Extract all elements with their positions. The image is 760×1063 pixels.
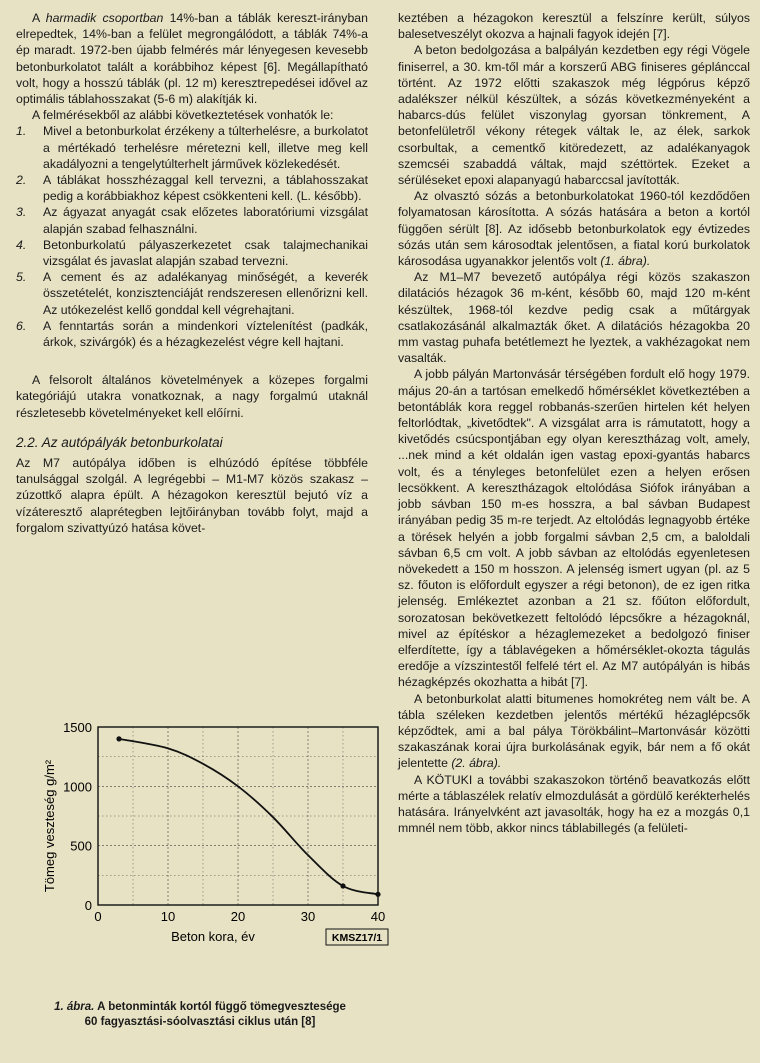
paragraph: A betonburkolat alatti bitumenes homokréteg nem vált be. A tábla széleken kezdetben jelentős mértékű hézaglépcsők képződtek, ami a bal pálya Törökbálint–Martonvásár közötti szakaszának korai újra burkolásának egyik, bár nem a fő okát jelentette (2. ábra). — [398, 691, 750, 771]
data-point — [375, 892, 380, 897]
y-tick-label: 1000 — [63, 779, 92, 795]
x-tick-label: 40 — [370, 909, 386, 924]
chart-svg — [36, 715, 396, 965]
figure-number: 1. ábra. — [54, 1001, 95, 1013]
paragraph: A beton bedolgozása a balpályán kezdetben egy régi Vögele finiserrel, a 30. km-től már a korszerű ABG finiseres géplánccal történt. Az 1972 előtti szakaszok még légpórus képző adalékszer nélkül készültek, a sózás következményeként a habarcs-dús felület viszonylag gyorsan tönkrement, A betonfelületről vékony rétegek váltak le, az élek, sarkok csorbultak, a cementkő kitöredezett, az adalékanyagok szemcséi szabaddá váltak, majd széttörtek. Ezeket a sérüléseket epoxi alapanyagú habarccsal javították. — [398, 43, 750, 188]
y-tick-label: 0 — [84, 898, 92, 913]
x-tick-label: 30 — [300, 909, 316, 924]
y-tick-label: 1500 — [63, 720, 92, 735]
left-column — [16, 10, 368, 536]
paragraph: A felsorolt általános követelmények a közepes forgalmi kategóriájú utakra vonatkoznak, a nagy forgalmú utaknál részletesebb követelményeket kell előírni. — [16, 373, 368, 420]
list-item: 2. A táblákat hosszhézaggal kell tervezni, a táblahosszakat pedig a korábbiakhoz képest csökkenteni kell. (L. később). — [16, 173, 368, 204]
chart — [36, 715, 396, 965]
list-item: 3. Az ágyazat anyagát csak előzetes laboratóriumi vizsgálat alapján szabad felhasználni. — [16, 205, 368, 236]
section-heading: 2.2. Az autópályák betonburkolatai — [16, 434, 223, 450]
y-tick-label: 500 — [70, 838, 92, 854]
list-item: 6. A fenntartás során a mindenkori víztelenítést (padkák, árkok, szivárgók) és a hézagkezelést végre kell hajtani. — [16, 318, 368, 350]
x-tick-label: 10 — [160, 909, 176, 924]
chart-grid — [98, 727, 378, 905]
paragraph: A harmadik csoportban 14%-ban a táblák kereszt-irányban elrepedtek, 14%-ban a felület megrongálódott, a táblák 74%-a ép maradt. 1972-ben újabb felmérés már lényegesen kevesebb betonburkolatot talált a korábbihoz képest [6]. Megállapítható volt, hogy a hosszú táblák (pl. 12 m) keresztrepedései idővel az optimális táblahosszakat (5-6 m) alakítják ki. — [16, 11, 368, 107]
paragraph: Az olvasztó sózás a betonburkolatokat 1960-tól kezdődően folyamatosan károsította. A sózás hatására a beton a kortól függően sérült [8]. Az idősebb betonburkolatok egy évtizedes sózás után sem károsodtak jelentősen, a fiatal korú burkolatok károsodása ugyanakkor jelentős volt (1. ábra). — [398, 189, 750, 269]
data-point — [116, 736, 121, 741]
chart-markers — [116, 736, 380, 897]
figure-caption: 1. ábra. A betonminták kortól függő tömegvesztesége 60 fagyasztási-sóolvasztási ciklus után [8] — [54, 1001, 346, 1028]
paragraph: Az M7 autópálya időben is elhúzódó építése többféle tanulsággal szolgál. A legrégebbi – M1-M7 közös szakasz – zúzottkő alapra épült. A hézagokon keresztül bejutó víz a vízáteresztő alaprétegben lejtőirányban tovább folyt, majd a forgalom szivattyúzó hatása követ- — [16, 456, 368, 535]
label-box-text: KMSZ17/1 — [331, 932, 383, 944]
right-column — [398, 10, 750, 836]
paragraph: A felmérésekből az alábbi következtetések vonhatók le: — [32, 108, 334, 123]
x-axis-label: Beton kora, év — [171, 929, 255, 944]
paragraph: A KÖTUKI a további szakaszokon történő beavatkozás előtt mérte a táblaszélek relatív elmozdulását a gördülő kerékterhelés hatására. Irányelvként azt javasolták, hogy ha ez a mozgás 0,1 mmnél nem több, akkor nincs táblabillegés (a felületi- — [398, 772, 750, 836]
chart-ticks — [63, 720, 385, 924]
list-item: 4. Betonburkolatú pályaszerkezetet csak talajmechanikai vizsgálat és javaslat alapján szabad tervezni. — [16, 237, 368, 269]
list-item: 5. A cement és az adalékanyag minőségét, a keverék összetételét, konzisztenciáját rendszeresen ellenőrizni kell. Az utókezelést kellő gonddal kell végrehajtani. — [16, 270, 368, 317]
series-line — [119, 739, 378, 894]
x-tick-label: 0 — [94, 909, 102, 924]
y-axis-label: Tömeg veszteség g/m² — [42, 759, 57, 893]
x-tick-label: 20 — [230, 909, 246, 924]
conclusions-list — [16, 123, 368, 350]
paragraph: A jobb pályán Martonvásár térségében fordult elő hogy 1979. május 20-án a tartósan emelkedő hőmérséklet következtében a betontáblák kora reggel robbanás-szerűen hirtelen két helyen feltorlódtak, „kivetődtek". A vizsgálat arra is rámutatott, hogy a kivetődés csúcspontjában egy olyan keresztházag volt, amely, ...nek mind a két oldalán igen vastag epoxi-gyantás habarcs volt, és a tényleges betonfelület ezen a helyen erősen lecsökkent. A keresztházagok eltolódása Siófok irányában a jobb sávban 150 m-es hosszra, a bal sávban Budapest irányában pedig 35 m-re terjedt. Az eltolódás legnagyobb értéke a törések helyén a jobb forgalmi sávban 2,5 cm, a baloldali sávban 6,5 cm volt. A jobb sávban az eltolódás egyenletesen növekedett a 150 m hosszon. A jelenség ismert ugyan (pl. az 5 sz. főuton is előfordult egyszer a régi betonon), de ez igen ritka jelenség. Emlékeztet azonban a 21 sz. főúton előfordult, sorozatosan bekövetkezett feltolódó lépcsőkre a hézagoknál, mivel az építéskor a hézaglemezeket a bedolgozó finiser elferdítette, így a táblavégeken a hőmérséklet-okozta tágulás eredője a vízszintestől felfelé tért el. Az M7 autópályán is hibás hézagképzés okozhatta a hibát [7]. — [398, 367, 750, 690]
data-point — [340, 883, 345, 888]
list-item: 1. Mivel a betonburkolat érzékeny a túlterhelésre, a burkolatot a mértékadó terhelésre méretezni kell, illetve meg kell akadályozni a tengelytúlterhelt járművek közlekedését. — [16, 124, 368, 171]
paragraph: Az M1–M7 bevezető autópálya régi közös szakaszon dilatációs hézagok 36 m-ként, később 60, majd 120 m-ként készültek, 1968-tól kezdve pedig csak a műtárgyak csatlakozásánál alkalmazták őket. A dilatációs hézagokba 20 mm vastag puhafa betétlemezt he lyeztek, a vakhézagokat nem vasalták. — [398, 270, 750, 366]
paragraph: keztében a hézagokon keresztül a felszínre került, súlyos balesetveszélyt okozva a hajnali fagyok idején [7]. — [398, 11, 750, 42]
